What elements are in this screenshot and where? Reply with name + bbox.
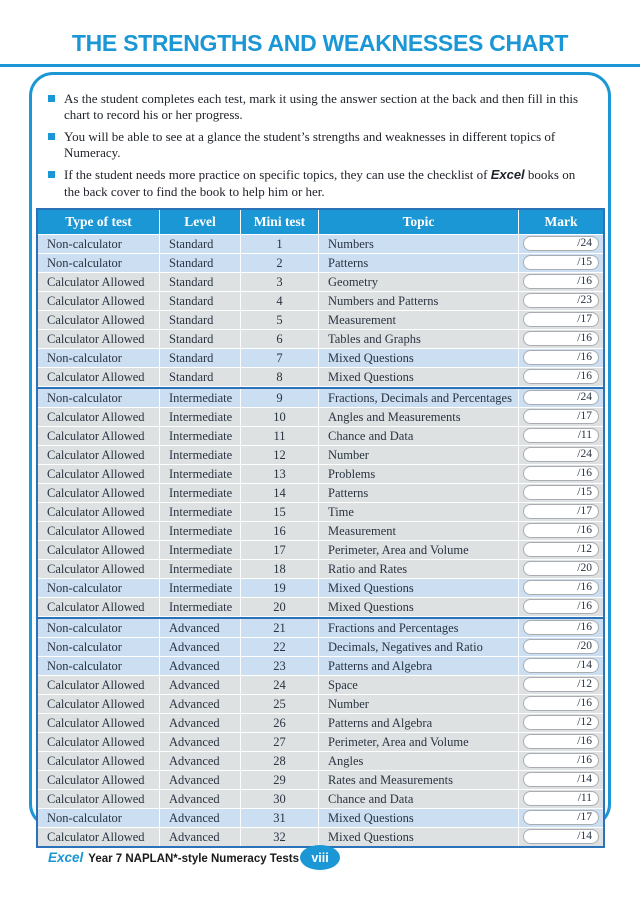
cell-mark (518, 560, 603, 578)
cell-level: Advanced (159, 714, 240, 732)
footer-text (48, 849, 299, 867)
mark-input[interactable]: /17 (523, 810, 599, 825)
cell-test-type: Calculator Allowed (47, 274, 145, 289)
table-row (38, 598, 603, 617)
mark-input[interactable]: /16 (523, 599, 599, 614)
cell-mini-test: 12 (240, 446, 318, 464)
cell-mark (518, 273, 603, 291)
mark-input[interactable]: /16 (523, 753, 599, 768)
cell-topic: Patterns (318, 484, 518, 502)
cell-test-type: Non-calculator (47, 255, 122, 270)
cell-mini-test: 16 (240, 522, 318, 540)
cell-mini-test: 26 (240, 714, 318, 732)
mark-input[interactable]: /23 (523, 293, 599, 308)
cell-level: Advanced (159, 676, 240, 694)
mark-input[interactable]: /20 (523, 639, 599, 654)
bullet-square-icon (48, 171, 55, 178)
cell-level: Intermediate (159, 579, 240, 597)
cell-mini-test: 25 (240, 695, 318, 713)
mark-input[interactable]: /14 (523, 772, 599, 787)
cell-mini-test: 23 (240, 657, 318, 675)
cell-topic: Ratio and Rates (318, 560, 518, 578)
intro-bullet-1 (48, 91, 590, 123)
mark-input[interactable]: /16 (523, 580, 599, 595)
cell-mark (518, 427, 603, 445)
mark-input[interactable]: /11 (523, 428, 599, 443)
cell-mini-test: 14 (240, 484, 318, 502)
cell-mark (518, 809, 603, 827)
cell-mini-test: 27 (240, 733, 318, 751)
cell-mini-test: 7 (240, 349, 318, 367)
table-row (38, 541, 603, 560)
cell-topic: Mixed Questions (318, 349, 518, 367)
cell-mini-test: 10 (240, 408, 318, 426)
mark-input[interactable]: /15 (523, 485, 599, 500)
table-row (38, 809, 603, 828)
cell-level: Standard (159, 368, 240, 386)
cell-level: Advanced (159, 828, 240, 846)
page-footer (0, 845, 640, 871)
cell-topic: Mixed Questions (318, 828, 518, 846)
cell-test-type: Calculator Allowed (47, 772, 145, 787)
table-row (38, 771, 603, 790)
cell-test-type: Calculator Allowed (47, 504, 145, 519)
intro-bullet-2 (48, 129, 590, 161)
cell-level: Intermediate (159, 522, 240, 540)
cell-level: Advanced (159, 657, 240, 675)
cell-test-type: Non-calculator (47, 580, 122, 595)
cell-topic: Problems (318, 465, 518, 483)
cell-test-type: Calculator Allowed (47, 312, 145, 327)
cell-level: Standard (159, 330, 240, 348)
cell-level: Intermediate (159, 541, 240, 559)
mark-input[interactable]: /14 (523, 658, 599, 673)
mark-input[interactable]: /16 (523, 620, 599, 635)
cell-topic: Measurement (318, 311, 518, 329)
cell-topic: Chance and Data (318, 427, 518, 445)
mark-input[interactable]: /12 (523, 542, 599, 557)
cell-topic: Patterns and Algebra (318, 714, 518, 732)
intro-bullets (48, 91, 590, 200)
mark-input[interactable]: /24 (523, 390, 599, 405)
intro-bullet-1-text: As the student completes each test, mark it using the answer section at the back and then fill in this chart to record his or her progress. (64, 91, 579, 123)
cell-test-type: Calculator Allowed (47, 447, 145, 462)
table-row (38, 368, 603, 387)
cell-mark (518, 714, 603, 732)
table-row (38, 389, 603, 408)
cell-level: Advanced (159, 638, 240, 656)
table-row (38, 638, 603, 657)
intro-bullet-3-text: If the student needs more practice on specific topics, they can use the checklist of Excel books on the back cover to find the book to help him or her. (64, 167, 576, 199)
bullet-square-icon (48, 95, 55, 102)
cell-topic: Decimals, Negatives and Ratio (318, 638, 518, 656)
mark-input[interactable]: /20 (523, 561, 599, 576)
cell-level: Advanced (159, 695, 240, 713)
cell-test-type: Calculator Allowed (47, 409, 145, 424)
mark-input[interactable]: /12 (523, 677, 599, 692)
table-row (38, 752, 603, 771)
mark-input[interactable]: /24 (523, 447, 599, 462)
cell-topic: Number (318, 446, 518, 464)
mark-input[interactable]: /17 (523, 312, 599, 327)
mark-input[interactable]: /16 (523, 523, 599, 538)
cell-level: Intermediate (159, 427, 240, 445)
cell-mark (518, 676, 603, 694)
cell-test-type: Non-calculator (47, 236, 122, 251)
cell-mini-test: 4 (240, 292, 318, 310)
level-group-advanced (38, 617, 603, 846)
cell-test-type: Calculator Allowed (47, 485, 145, 500)
cell-test-type: Calculator Allowed (47, 293, 145, 308)
cell-topic: Numbers (318, 235, 518, 253)
cell-level: Advanced (159, 790, 240, 808)
cell-topic: Angles (318, 752, 518, 770)
cell-test-type: Calculator Allowed (47, 331, 145, 346)
cell-test-type: Calculator Allowed (47, 715, 145, 730)
cell-mini-test: 32 (240, 828, 318, 846)
table-row (38, 522, 603, 541)
table-row (38, 790, 603, 809)
page-title: THE STRENGTHS AND WEAKNESSES CHART (71, 30, 569, 56)
table-row (38, 311, 603, 330)
table-row (38, 292, 603, 311)
table-row (38, 446, 603, 465)
table-row (38, 254, 603, 273)
cell-mini-test: 18 (240, 560, 318, 578)
table-groups (38, 235, 603, 846)
cell-mark (518, 541, 603, 559)
cell-topic: Time (318, 503, 518, 521)
cell-mark (518, 828, 603, 846)
cell-test-type: Non-calculator (47, 639, 122, 654)
cell-test-type: Non-calculator (47, 620, 122, 635)
table-row (38, 560, 603, 579)
level-group-intermediate (38, 387, 603, 617)
cell-mark (518, 292, 603, 310)
cell-topic: Numbers and Patterns (318, 292, 518, 310)
mark-input[interactable]: /24 (523, 236, 599, 251)
cell-topic: Rates and Measurements (318, 771, 518, 789)
cell-level: Intermediate (159, 503, 240, 521)
cell-mark (518, 752, 603, 770)
cell-mini-test: 31 (240, 809, 318, 827)
cell-mark (518, 771, 603, 789)
cell-topic: Fractions and Percentages (318, 619, 518, 637)
cell-mini-test: 13 (240, 465, 318, 483)
table-row (38, 503, 603, 522)
cell-mark (518, 522, 603, 540)
cell-mark (518, 733, 603, 751)
cell-test-type: Calculator Allowed (47, 542, 145, 557)
cell-test-type: Calculator Allowed (47, 561, 145, 576)
cell-topic: Chance and Data (318, 790, 518, 808)
mark-input[interactable]: /14 (523, 829, 599, 844)
cell-mini-test: 28 (240, 752, 318, 770)
cell-mini-test: 22 (240, 638, 318, 656)
cell-level: Intermediate (159, 560, 240, 578)
cell-test-type: Calculator Allowed (47, 734, 145, 749)
cell-level: Standard (159, 292, 240, 310)
cell-mini-test: 24 (240, 676, 318, 694)
cell-mini-test: 9 (240, 389, 318, 407)
mark-input[interactable]: /12 (523, 715, 599, 730)
mark-input[interactable]: /15 (523, 255, 599, 270)
cell-test-type: Calculator Allowed (47, 466, 145, 481)
cell-mark (518, 638, 603, 656)
cell-level: Advanced (159, 809, 240, 827)
cell-test-type: Calculator Allowed (47, 369, 145, 384)
level-group-standard (38, 235, 603, 387)
table-row (38, 733, 603, 752)
cell-mark (518, 446, 603, 464)
mark-input[interactable]: /17 (523, 504, 599, 519)
table-row (38, 579, 603, 598)
cell-mini-test: 15 (240, 503, 318, 521)
bullet-square-icon (48, 133, 55, 140)
chart-panel (29, 72, 611, 844)
cell-mark (518, 465, 603, 483)
cell-level: Advanced (159, 752, 240, 770)
cell-topic: Perimeter, Area and Volume (318, 733, 518, 751)
cell-mini-test: 6 (240, 330, 318, 348)
cell-level: Intermediate (159, 484, 240, 502)
cell-mark (518, 598, 603, 616)
cell-test-type: Calculator Allowed (47, 829, 145, 844)
cell-mini-test: 21 (240, 619, 318, 637)
cell-mini-test: 20 (240, 598, 318, 616)
cell-mark (518, 330, 603, 348)
page-number: viii (311, 850, 329, 865)
cell-topic: Space (318, 676, 518, 694)
title-underline (0, 64, 640, 67)
cell-mini-test: 19 (240, 579, 318, 597)
table-row (38, 330, 603, 349)
table-row (38, 484, 603, 503)
cell-level: Standard (159, 254, 240, 272)
table-row (38, 408, 603, 427)
cell-level: Advanced (159, 771, 240, 789)
table-row (38, 273, 603, 292)
table-row (38, 695, 603, 714)
cell-topic: Patterns (318, 254, 518, 272)
mark-input[interactable]: /17 (523, 409, 599, 424)
brand-name-inline: Excel (490, 167, 525, 183)
cell-test-type: Calculator Allowed (47, 677, 145, 692)
cell-test-type: Calculator Allowed (47, 791, 145, 806)
cell-topic: Mixed Questions (318, 809, 518, 827)
cell-level: Advanced (159, 619, 240, 637)
table-row (38, 714, 603, 733)
mark-input[interactable]: /16 (523, 350, 599, 365)
cell-mark (518, 619, 603, 637)
cell-test-type: Non-calculator (47, 350, 122, 365)
cell-level: Intermediate (159, 465, 240, 483)
cell-test-type: Calculator Allowed (47, 753, 145, 768)
cell-mark (518, 349, 603, 367)
header-mark: Mark (518, 210, 603, 234)
cell-level: Intermediate (159, 446, 240, 464)
cell-level: Standard (159, 311, 240, 329)
cell-mini-test: 8 (240, 368, 318, 386)
intro-bullet-3 (48, 167, 590, 199)
footer-brand: Excel (48, 850, 84, 865)
header-type-of-test: Type of test (65, 213, 132, 229)
cell-test-type: Calculator Allowed (47, 428, 145, 443)
table-row (38, 465, 603, 484)
cell-mark (518, 368, 603, 386)
cell-mark (518, 389, 603, 407)
table-header-row (38, 210, 603, 235)
cell-level: Intermediate (159, 598, 240, 616)
cell-topic: Measurement (318, 522, 518, 540)
cell-level: Standard (159, 349, 240, 367)
table-row (38, 427, 603, 446)
cell-topic: Patterns and Algebra (318, 657, 518, 675)
table-row (38, 828, 603, 846)
cell-mark (518, 408, 603, 426)
mark-input[interactable]: /16 (523, 369, 599, 384)
cell-level: Advanced (159, 733, 240, 751)
mark-input[interactable]: /16 (523, 734, 599, 749)
cell-mark (518, 311, 603, 329)
mark-input[interactable]: /16 (523, 696, 599, 711)
cell-topic: Geometry (318, 273, 518, 291)
table-row (38, 349, 603, 368)
cell-test-type: Non-calculator (47, 810, 122, 825)
cell-mark (518, 254, 603, 272)
mark-input[interactable]: /16 (523, 331, 599, 346)
intro-bullet-2-text: You will be able to see at a glance the student’s strengths and weaknesses in different topics of Numeracy. (64, 129, 556, 161)
cell-topic: Mixed Questions (318, 598, 518, 616)
cell-test-type: Calculator Allowed (47, 523, 145, 538)
cell-topic: Angles and Measurements (318, 408, 518, 426)
table-row (38, 235, 603, 254)
cell-mark (518, 484, 603, 502)
header-mini-test: Mini test (240, 210, 318, 234)
cell-test-type: Non-calculator (47, 390, 122, 405)
cell-mini-test: 11 (240, 427, 318, 445)
mark-input[interactable]: /16 (523, 466, 599, 481)
cell-topic: Perimeter, Area and Volume (318, 541, 518, 559)
cell-mark (518, 657, 603, 675)
strengths-weaknesses-table (36, 208, 605, 848)
cell-mini-test: 5 (240, 311, 318, 329)
page-number-badge (300, 845, 340, 870)
cell-level: Intermediate (159, 408, 240, 426)
cell-mark (518, 503, 603, 521)
cell-topic: Mixed Questions (318, 368, 518, 386)
cell-mini-test: 3 (240, 273, 318, 291)
cell-mark (518, 579, 603, 597)
header-topic: Topic (318, 210, 518, 234)
cell-topic: Number (318, 695, 518, 713)
cell-test-type: Calculator Allowed (47, 599, 145, 614)
cell-mini-test: 30 (240, 790, 318, 808)
mark-input[interactable]: /11 (523, 791, 599, 806)
table-row (38, 657, 603, 676)
header-level: Level (159, 210, 240, 234)
cell-test-type: Calculator Allowed (47, 696, 145, 711)
cell-level: Standard (159, 235, 240, 253)
footer-series-title: Year 7 NAPLAN*-style Numeracy Tests (88, 853, 299, 865)
cell-mark (518, 790, 603, 808)
cell-topic: Mixed Questions (318, 579, 518, 597)
cell-level: Standard (159, 273, 240, 291)
cell-mini-test: 2 (240, 254, 318, 272)
cell-topic: Tables and Graphs (318, 330, 518, 348)
cell-mini-test: 17 (240, 541, 318, 559)
cell-level: Intermediate (159, 389, 240, 407)
cell-test-type: Non-calculator (47, 658, 122, 673)
cell-mark (518, 695, 603, 713)
cell-mark (518, 235, 603, 253)
cell-mini-test: 1 (240, 235, 318, 253)
mark-input[interactable]: /16 (523, 274, 599, 289)
table-row (38, 676, 603, 695)
cell-topic: Fractions, Decimals and Percentages (318, 389, 518, 407)
table-row (38, 619, 603, 638)
cell-mini-test: 29 (240, 771, 318, 789)
